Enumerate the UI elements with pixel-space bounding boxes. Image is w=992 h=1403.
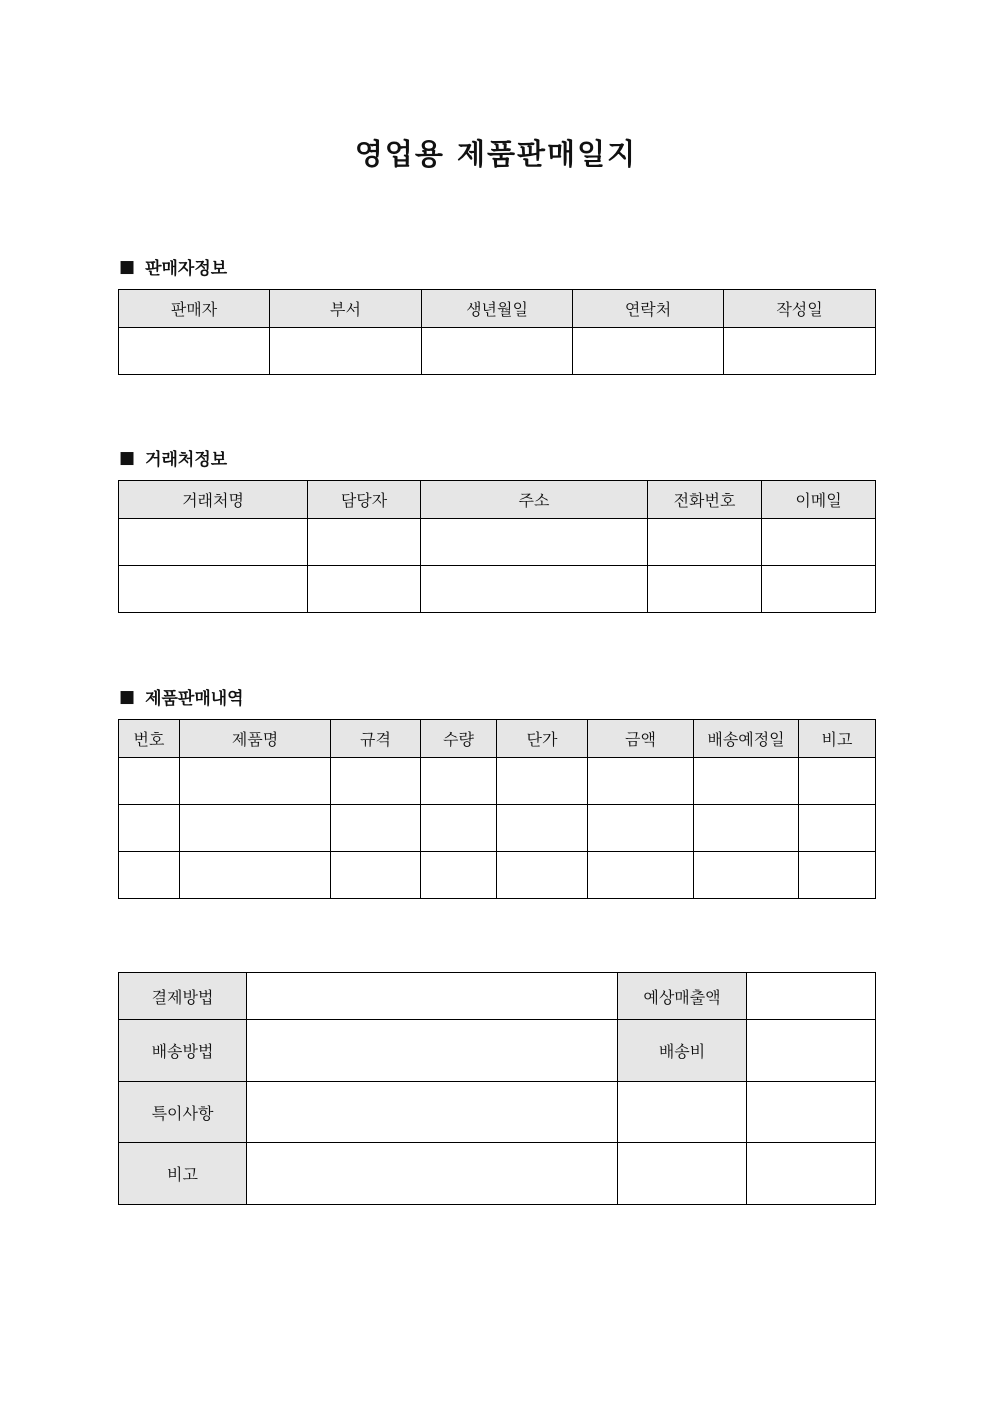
client-name-cell[interactable] <box>119 519 308 566</box>
remarks-cell[interactable] <box>247 1143 618 1205</box>
remarks-cell[interactable] <box>799 852 876 899</box>
department-cell[interactable] <box>270 328 422 375</box>
col-header-quantity: 수량 <box>421 720 497 758</box>
number-cell[interactable] <box>119 758 180 805</box>
col-header-remarks: 비고 <box>799 720 876 758</box>
product-name-cell[interactable] <box>180 805 331 852</box>
col-header-seller: 판매자 <box>119 290 270 328</box>
table-row <box>119 1143 876 1205</box>
table-row <box>119 1082 876 1143</box>
square-bullet-icon: ■ <box>119 447 136 468</box>
remarks-label: 비고 <box>119 1143 247 1205</box>
special-notes-cell[interactable] <box>247 1082 618 1143</box>
delivery-date-cell[interactable] <box>694 852 799 899</box>
square-bullet-icon: ■ <box>119 256 136 277</box>
spec-cell[interactable] <box>331 758 421 805</box>
col-header-phone: 전화번호 <box>648 481 762 519</box>
delivery-date-cell[interactable] <box>694 805 799 852</box>
col-header-unit-price: 단가 <box>497 720 588 758</box>
col-header-manager: 담당자 <box>308 481 421 519</box>
col-header-contact: 연락처 <box>573 290 724 328</box>
summary-table <box>118 972 876 1205</box>
document-title: 영업용 제품판매일지 <box>354 137 638 171</box>
phone-cell[interactable] <box>648 566 762 613</box>
address-cell[interactable] <box>421 566 648 613</box>
shipping-fee-label: 배송비 <box>618 1020 747 1082</box>
table-row <box>119 1020 876 1082</box>
remarks-cell[interactable] <box>799 805 876 852</box>
col-header-product-name: 제품명 <box>180 720 331 758</box>
special-notes-label: 특이사항 <box>119 1082 247 1143</box>
table-row <box>119 973 876 1020</box>
unit-price-cell[interactable] <box>497 758 588 805</box>
expected-sales-label: 예상매출액 <box>618 973 747 1020</box>
birthdate-cell[interactable] <box>422 328 573 375</box>
col-header-address: 주소 <box>421 481 648 519</box>
unit-price-cell[interactable] <box>497 852 588 899</box>
payment-method-label: 결제방법 <box>119 973 247 1020</box>
client-info-table <box>118 480 876 613</box>
unit-price-cell[interactable] <box>497 805 588 852</box>
col-header-spec: 규격 <box>331 720 421 758</box>
col-header-email: 이메일 <box>762 481 876 519</box>
shipping-method-label: 배송방법 <box>119 1020 247 1082</box>
address-cell[interactable] <box>421 519 648 566</box>
quantity-cell[interactable] <box>421 758 497 805</box>
seller-section-title: 판매자정보 <box>145 259 228 279</box>
seller-info-table <box>118 289 876 375</box>
remarks-extra-cell[interactable] <box>618 1143 747 1205</box>
client-section-title: 거래처정보 <box>145 450 228 470</box>
table-row <box>119 758 876 805</box>
table-row <box>119 519 876 566</box>
remarks-extra-cell[interactable] <box>747 1143 876 1205</box>
amount-cell[interactable] <box>588 758 694 805</box>
spec-cell[interactable] <box>331 852 421 899</box>
remarks-cell[interactable] <box>799 758 876 805</box>
client-section-heading <box>119 445 227 470</box>
date-written-cell[interactable] <box>724 328 876 375</box>
table-row <box>119 852 876 899</box>
amount-cell[interactable] <box>588 852 694 899</box>
manager-cell[interactable] <box>308 566 421 613</box>
delivery-date-cell[interactable] <box>694 758 799 805</box>
col-header-department: 부서 <box>270 290 422 328</box>
table-row <box>119 805 876 852</box>
quantity-cell[interactable] <box>421 805 497 852</box>
phone-cell[interactable] <box>648 519 762 566</box>
payment-method-cell[interactable] <box>247 973 618 1020</box>
client-name-cell[interactable] <box>119 566 308 613</box>
number-cell[interactable] <box>119 852 180 899</box>
email-cell[interactable] <box>762 519 876 566</box>
col-header-number: 번호 <box>119 720 180 758</box>
product-name-cell[interactable] <box>180 852 331 899</box>
col-header-client-name: 거래처명 <box>119 481 308 519</box>
sales-table <box>118 719 876 899</box>
table-row <box>119 566 876 613</box>
col-header-birthdate: 생년월일 <box>422 290 573 328</box>
amount-cell[interactable] <box>588 805 694 852</box>
seller-section-heading <box>119 254 227 279</box>
col-header-amount: 금액 <box>588 720 694 758</box>
spec-cell[interactable] <box>331 805 421 852</box>
special-notes-extra-cell[interactable] <box>618 1082 747 1143</box>
special-notes-extra-cell[interactable] <box>747 1082 876 1143</box>
email-cell[interactable] <box>762 566 876 613</box>
col-header-date-written: 작성일 <box>724 290 876 328</box>
quantity-cell[interactable] <box>421 852 497 899</box>
product-name-cell[interactable] <box>180 758 331 805</box>
manager-cell[interactable] <box>308 519 421 566</box>
number-cell[interactable] <box>119 805 180 852</box>
sales-section-title: 제품판매내역 <box>145 689 244 709</box>
seller-cell[interactable] <box>119 328 270 375</box>
table-row <box>119 328 876 375</box>
col-header-delivery-date: 배송예정일 <box>694 720 799 758</box>
expected-sales-cell[interactable] <box>747 973 876 1020</box>
shipping-fee-cell[interactable] <box>747 1020 876 1082</box>
contact-cell[interactable] <box>573 328 724 375</box>
shipping-method-cell[interactable] <box>247 1020 618 1082</box>
sales-section-heading <box>119 684 244 709</box>
square-bullet-icon: ■ <box>119 686 136 707</box>
